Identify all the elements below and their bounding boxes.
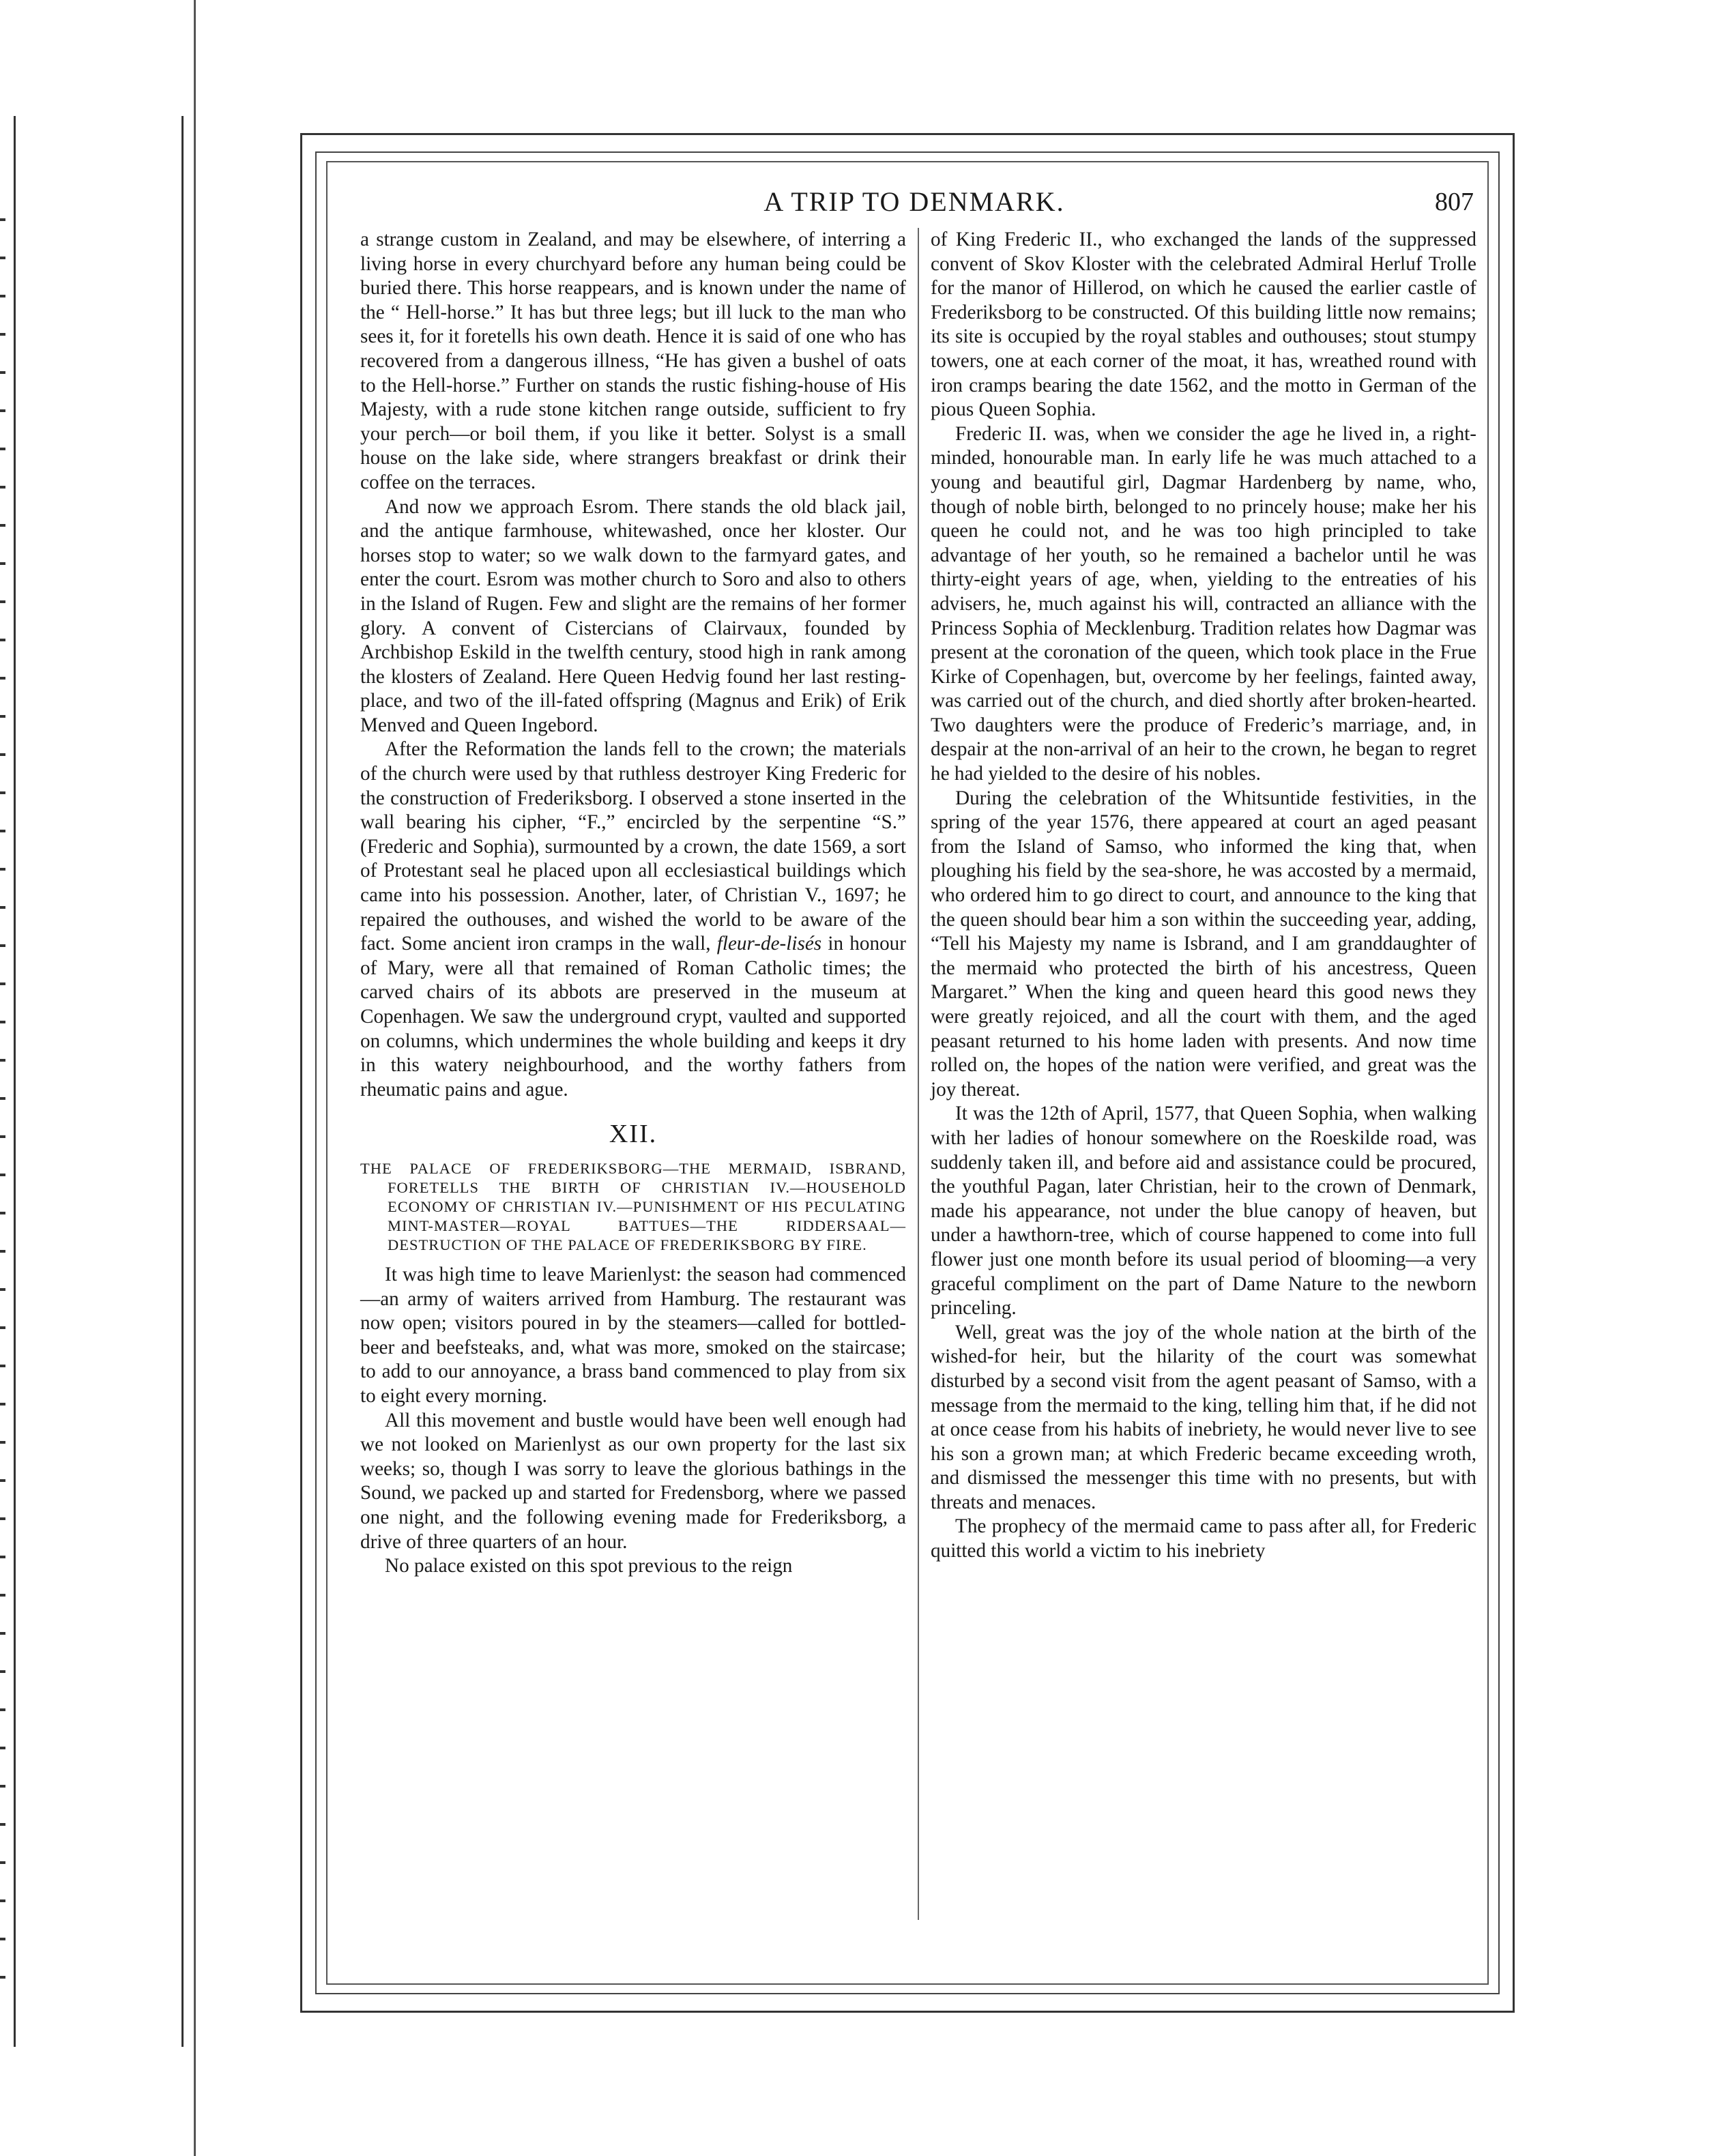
paragraph: of King Frederic II., who exchanged the lands of the suppressed convent of Skov Kloster with the celebrated Admiral Herluf Trolle for the manor of Hillerod, on which he caused the earlier castle of Frederiksborg to be constructed. Of this building little now remains; its site is occupied by the royal stables and outhouses; stout stumpy towers, one at each corner of the moat, it has, wreathed round with iron cramps bearing the date 1562, and the motto in German of the pious Queen Sophia.	[931, 229, 1476, 421]
running-head	[355, 183, 1474, 224]
left-column	[360, 228, 906, 1579]
paragraph: Well, great was the joy of the whole nation at the birth of the wished-for heir, but the hilarity of the court was somewhat disturbed by a second visit from the agent peasant of Samso, with a message from the mermaid to the king, telling him that, if he did not at once cease from his habits of inebriety, he would never live to see his son a grown man; at which Frederic became exceeding wroth, and dismissed the messenger this time with no presents, but with threats and menaces.	[931, 1321, 1476, 1513]
section-summary: THE PALACE OF FREDERIKSBORG—THE MERMAID, ISBRAND, FORETELLS THE BIRTH OF CHRISTIAN IV.—HOUSEHOLD ECONOMY OF CHRISTIAN IV.—PUNISHMENT OF HIS PECULATING MINT-MASTER—ROYAL BATTUES—THE RIDDERSAAL—DESTRUCTION OF THE PALACE OF FREDERIKSBORG BY FIRE.	[360, 1159, 906, 1253]
paragraph: a strange custom in Zealand, and may be elsewhere, of interring a living horse in every churchyard before any human being could be buried there. This horse reappears, and is known under the name of the “ Hell-horse.” It has but three legs; but ill luck to the man who sees it, for it foretells his own death. Hence it is said of one who has recovered from a dangerous illness, “He has given a bushel of oats to the Hell-horse.” Further on stands the rustic fishing-house of His Majesty, with a rude stone kitchen range outside, sufficient to fry your perch—or boil them, if you like it better. Solyst is a small house on the lake side, where strangers breakfast or drink their coffee on the terraces.	[360, 229, 906, 493]
paragraph: The prophecy of the mermaid came to pass after all, for Frederic quitted this world a victim to his inebriety	[931, 1515, 1476, 1562]
paragraph: Frederic II. was, when we consider the age he lived in, a right-minded, honourable man. In early life he was much attached to a young and beautiful girl, Dagmar Hardenberg by name, who, though of noble birth, belonged to no princely house; make her his queen he could not, and he was too high principled to take advantage of her youth, so he remained a bachelor until he was thirty-eight years of age, when, yielding to the entreaties of his advisers, he, much against his will, contracted an alliance with the Princess Sophia of Mecklenburg. Tradition relates how Dagmar was present at the coronation of the queen, which took place in the Frue Kirke of Copenhagen, but, overcome by her feelings, fainted away, was carried out of the church, and died shortly after broken-hearted. Two daughters were the produce of Frederic’s marriage, and, in despair at the non-arrival of an heir to the crown, he began to regret he had yielded to the desire of his nobles.	[931, 422, 1476, 785]
paragraph: During the celebration of the Whitsuntide festivities, in the spring of the year 1576, there appeared at court an aged peasant from the Island of Samso, who informed the king that, when ploughing his field by the sea-shore, he was accosted by a mermaid, who ordered him to go direct to court, and announce to the king that the queen should bear him a son within the succeeding year, adding, “Tell his Majesty my name is Isbrand, and I am granddaughter of the mermaid who protected the birth of his ancestress, Queen Margaret.” When the king and queen heard this good news they were greatly rejoiced, and all the court with them, and the aged peasant returned to his home laden with presents. And now time rolled on, the hopes of the nation were verified, and great was the joy thereat.	[931, 787, 1476, 1101]
running-title: A TRIP TO DENMARK.	[763, 186, 1065, 217]
paragraph-text: After the Reformation the lands fell to the crown; the materials of the church were used by that ruthless destroyer King Frederic for the construction of Frederiksborg. I observed a stone inserted in the wall bearing his cipher, “F.,” encircled by the serpentine “S.” (Frederic and Sophia), surmounted by a crown, the date 1569, a sort of Protestant seal he placed upon all ecclesiastical buildings which came into his possession. Another, later, of Christian V., 1697; he repaired the outhouses, and wished the world to be aware of the fact. Some ancient iron cramps in the wall,	[360, 738, 906, 955]
facing-page-edge	[0, 116, 186, 2047]
paragraph-text: in honour of Mary, were all that remained of Roman Catholic times; the carved chairs of its abbots are preserved in the museum at Copenhagen. We saw the underground crypt, vaulted and supported on columns, which undermines the whole building and keeps it dry in this watery neighbourhood, and the worthy fathers from rheumatic pains and ague.	[360, 933, 906, 1101]
facing-page-rule	[14, 116, 16, 2047]
paragraph	[360, 738, 906, 1102]
italic-term: fleur-de-lisés	[716, 933, 822, 955]
facing-page-text-fragments	[0, 218, 14, 2014]
right-column	[931, 228, 1476, 1564]
gutter-line	[194, 0, 196, 2156]
section-heading: XII.	[609, 1120, 658, 1149]
column-divider	[918, 228, 919, 1920]
page-number: 807	[1435, 188, 1474, 216]
paragraph: It was the 12th of April, 1577, that Queen Sophia, when walking with her ladies of honour somewhere on the Roeskilde road, was suddenly taken ill, and before aid and assistance could be procured, the youthful Pagan, later Christian, heir to the crown of Denmark, made his appearance, not under the blue canopy of heaven, but under a hawthorn-tree, which of course happened to come into full flower just one month before its usual period of blooming—a very graceful compliment on the part of Dame Nature to the newborn princeling.	[931, 1103, 1476, 1320]
facing-page-rule	[181, 116, 184, 2047]
paragraph: No palace existed on this spot previous to the reign	[385, 1555, 793, 1577]
paragraph: All this movement and bustle would have been well enough had we not looked on Marienlyst as our own property for the last six weeks; so, though I was sorry to leave the glorious bathings in the Sound, we packed up and started for Fredensborg, where we passed one night, and the following evening made for Frederiksborg, a drive of three quarters of an hour.	[360, 1409, 906, 1553]
paragraph: And now we approach Esrom. There stands the old black jail, and the antique farmhouse, whitewashed, once her kloster. Our horses stop to water; so we walk down to the farmyard gates, and enter the court. Esrom was mother church to Soro and also to others in the Island of Rugen. Few and slight are the remains of her former glory. A convent of Cistercians of Clairvaux, founded by Archbishop Eskild in the twelfth century, stood high in rank among the klosters of Zealand. Here Queen Hedvig found her last resting-place, and two of the ill-fated offspring (Magnus and Erik) of Erik Menved and Queen Ingebord.	[360, 495, 906, 736]
paragraph: It was high time to leave Marienlyst: the season had commenced—an army of waiters arrived from Hamburg. The restaurant was now open; visitors poured in by the steamers—called for bottled-beer and beefsteaks, and, what was more, smoked on the staircase; to add to our annoyance, a brass band commenced to play from six to eight every morning.	[360, 1263, 906, 1407]
